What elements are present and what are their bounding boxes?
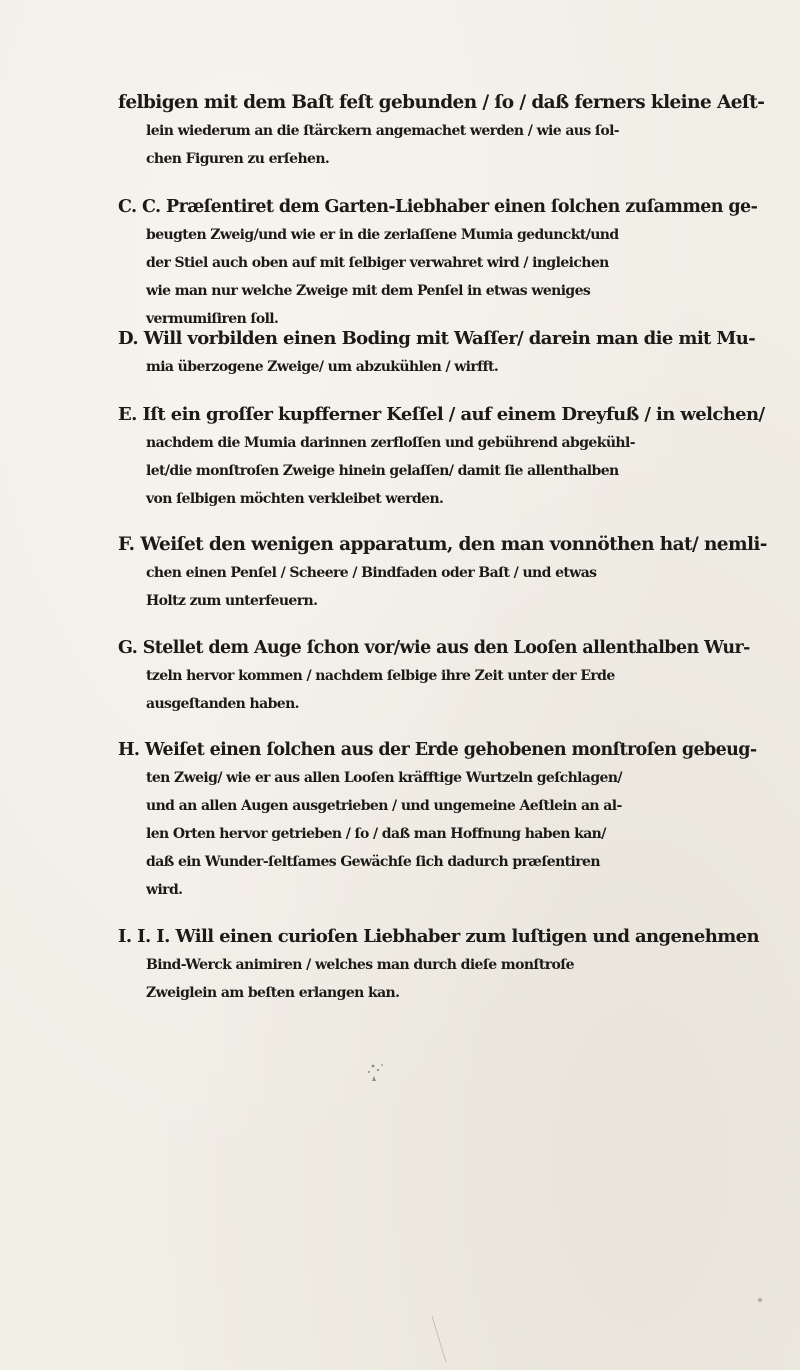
paragraph-figure-intro bbox=[118, 89, 768, 173]
text-line: von ſelbigen möchten verkleibet werden. bbox=[146, 491, 444, 507]
text-line: mia überzogene Zweige/ um abzukühlen / wirfft. bbox=[146, 359, 499, 375]
text-line: der Stiel auch oben auf mit ſelbiger verwahret wird / ingleichen bbox=[146, 255, 609, 271]
text-line: vermumiſiren ſoll. bbox=[146, 311, 279, 327]
text-line: lein wiederum an die ſtärckern angemachet werden / wie aus ſol- bbox=[146, 123, 620, 139]
text-line: Bind-Werck animiren / welches man durch dieſe monſtroſe bbox=[146, 957, 574, 973]
paragraph-iii bbox=[118, 923, 768, 1007]
text-line: nachdem die Mumia darinnen zerfloſſen und gebührend abgekühl- bbox=[146, 435, 635, 451]
text-line: ten Zweig/ wie er aus allen Looſen kräfftige Wurtzeln geſchlagen/ bbox=[146, 770, 622, 786]
text-line: wie man nur welche Zweige mit dem Penſel in etwas weniges bbox=[146, 283, 591, 299]
text-line: G. Stellet dem Auge ſchon vor/wie aus den Looſen allenthalben Wur- bbox=[118, 638, 750, 658]
text-line: und an allen Augen ausgetrieben / und ungemeine Aeſtlein an al- bbox=[146, 798, 622, 814]
text-line: felbigen mit dem Baſt feſt gebunden / ſo / daß ferners kleine Aeſt- bbox=[118, 92, 765, 113]
ink-blot-mark bbox=[368, 1064, 383, 1081]
text-line: chen einen Penſel / Scheere / Bindfaden oder Baſt / und etwas bbox=[146, 565, 597, 581]
paragraph-c bbox=[118, 193, 768, 333]
text-line: wird. bbox=[146, 882, 183, 898]
paragraph-e bbox=[118, 401, 768, 513]
text-line: F. Weiſet den wenigen apparatum, den man vonnöthen hat/ nemli- bbox=[118, 534, 767, 555]
paper-crease-line bbox=[432, 1316, 446, 1362]
paragraph-h bbox=[118, 736, 768, 904]
text-line: len Orten hervor getrieben / ſo / daß man Hoffnung haben kan/ bbox=[146, 826, 606, 842]
paragraph-d bbox=[118, 325, 768, 381]
paper-spot-mark bbox=[758, 1298, 762, 1302]
text-line: tzeln hervor kommen / nachdem ſelbige ihre Zeit unter der Erde bbox=[146, 668, 615, 684]
text-line: daß ein Wunder-ſeltſames Gewächſe ſich dadurch præſentiren bbox=[146, 854, 600, 870]
paragraph-f bbox=[118, 531, 768, 615]
text-line: Zweiglein am beſten erlangen kan. bbox=[146, 985, 400, 1001]
text-line: beugten Zweig/und wie er in die zerlaſſene Mumia gedunckt/und bbox=[146, 227, 619, 243]
text-line: D. Will vorbilden einen Boding mit Waſſer/ darein man die mit Mu- bbox=[118, 328, 756, 349]
paragraph-g bbox=[118, 634, 768, 718]
text-line: H. Weiſet einen ſolchen aus der Erde gehobenen monſtroſen gebeug- bbox=[118, 740, 757, 760]
text-line: I. I. I. Will einen curioſen Liebhaber zum luſtigen und angenehmen bbox=[118, 926, 759, 947]
text-line: E. Iſt ein groſſer kupfferner Keſſel / auf einem Dreyfuß / in welchen/ bbox=[118, 404, 765, 425]
text-line: chen Figuren zu erſehen. bbox=[146, 151, 330, 167]
text-line: let/die monſtroſen Zweige hinein gelaſſen/ damit ſie allenthalben bbox=[146, 463, 619, 479]
text-line: Holtz zum unterfeuern. bbox=[146, 593, 318, 609]
text-line: ausgeſtanden haben. bbox=[146, 696, 299, 712]
text-line: C. C. Præſentiret dem Garten-Liebhaber einen ſolchen zuſammen ge- bbox=[118, 197, 758, 217]
